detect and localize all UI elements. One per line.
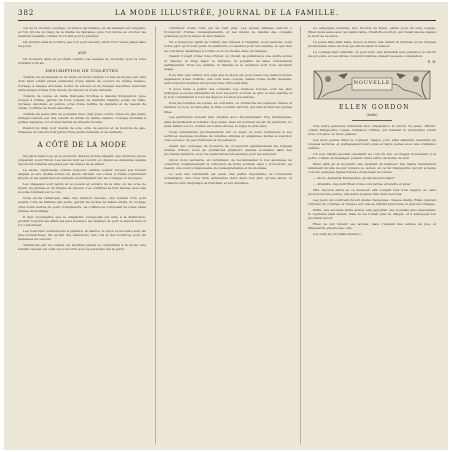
vignette-label: NOUVELLE	[353, 80, 391, 87]
paragraph: Ellen pâlit en la recevant; elle devinait un malheur. Ses mains tremblaient tellement qu'elle ne put rompre le cachet, et ce fut Marguerite qui lut à haute voix les quelques lignes tracées d'une main inconnue.	[308, 162, 436, 175]
column-right	[308, 26, 436, 444]
paragraph: Nous avons remarqué, dans une réunion récente, une toilette d'un goût exquis: robe de taffetas gris perle, garnie de ruches de même étoffe, et corsage orné d'une berthe de point d'Angleterre. La coiffure se composait de roses pâles mêlées de feuillage.	[18, 196, 146, 213]
paragraph: On obtient ainsi la bordure que l'on peut ensuite orner d'un ruban passé dans les jours.	[18, 40, 146, 49]
paragraph: Toilette de promenade et de visite en moiré grenat. Le bas de la jupe est orné d'un haut volant plissé surmonté d'une bande de velours de même nuance. Corsage à basque arrondie, bordé de velours et de franges assorties; manches demi-larges ornées d'un revers de velours et d'une dentelle.	[18, 75, 146, 92]
nouvelle-vignette	[308, 67, 436, 103]
paragraph: Toilette de jeune fille en popeline bleu clair. Jupe courte ornée de plis plats; tunique relevée par des nœuds de ruban de même nuance. Corsage montant à petites basques; col et manchettes de lingerie brodée.	[18, 112, 146, 125]
paragraph: Les jours qui suivirent furent pleins d'angoisse; chaque matin, Ellen guettait l'arrivée du courrier, et chaque soir elle se retirait plus triste et plus découragée.	[308, 197, 436, 207]
paragraph: Ellen ne put retenir ses larmes; mais c'étaient des larmes de joie, et Marguerite pleura avec elle.	[308, 222, 436, 231]
paragraph: Quand il s'agit d'une robe d'hiver, on choisit de préférence une étoffe solide et chaude; le drap léger, le mérinos, la popeline de laine conviennent parfaitement. Pour les enfants, la flanelle et le molleton sont d'un excellent usage.	[164, 54, 292, 72]
chronicle-heading: A CÔTÉ DE LA MODE	[37, 140, 127, 149]
signature: E. R.	[427, 60, 436, 65]
page-header	[18, 8, 436, 20]
paragraph: Il ne faut pas oublier non plus que la façon est pour beaucoup dans la bonne apparence d'une toilette; une robe bien coupée, même d'une étoffe modeste, aura toujours meilleur air qu'une robe riche mal faite.	[164, 72, 292, 86]
paragraph: Nous reviendrons prochainement sur ce sujet, et nous donnerons à nos lectrices quelques modèles de toilettes simples et élégantes, faciles à exécuter chez soi avec un peu d'adresse et de patience.	[164, 129, 292, 143]
paragraph: Qu'on nous permette, en terminant, de recommander à nos abonnées de conserver soigneusement la collection de notre journal; elles y trouveront, au besoin, une source inépuisable de renseignements et de modèles.	[164, 158, 292, 171]
header-rule	[18, 20, 436, 21]
paragraph: On a beaucoup parlé de l'utilité des travaux à l'aiguille; nous pensons, pour notre part, qu'il n'est point de meilleure occupation pour une femme, et que rien ne contribue davantage à l'ordre et à l'économie dans un ménage.	[164, 40, 292, 53]
paragraph: Le soin des vêtements est aussi une partie importante de l'économie domestique: une robe bien entretenue dure deux fois plus qu'une autre, et conserve plus longtemps sa fraîcheur et son élégance.	[164, 172, 292, 185]
paragraph: Il faut reconnaître que la simplicité, lorsqu'elle est unie à la distinction, produit toujours les effets les plus heureux; les femmes de goût le savent bien et s'y conforment.	[18, 214, 146, 228]
column-divider	[300, 26, 301, 444]
newspaper-page	[4, 2, 448, 450]
section-heading: DESCRIPTION DE TOILETTES	[45, 68, 119, 74]
title-rule	[352, 120, 392, 121]
paragraph: Enfin, une seconde lettre arriva; elle apportait une nouvelle plus rassurante: le capitaine était blessé, mais sa vie n'était plus en danger, et il annonçait son prochain retour.	[308, 207, 436, 221]
paragraph: Le courage faut réfléchir, on peut tout; elle attendait avec patience le retour de son père, et ses lettres, toujours tendres, étaient sa seule consolation.	[308, 50, 436, 59]
paragraph: Les fourrures commencent à paraître: la martre, le vison et la loutre sont les plus recherchées. On en fait des manchons, des cols et des bordures pour les manteaux de velours.	[18, 228, 146, 242]
running-title: LA MODE ILLUSTRÉE, JOURNAL DE LA FAMILLE.	[114, 9, 340, 17]
paragraph: ces de le crochet, ouvrage, on relève les mailles, en les laissant sur l'aiguille, et l'on tricote un rang de la maille de fantaisie, puis l'on ferme au crochet les maillons restants comme on l'a fait pour le premier.	[18, 26, 146, 39]
paragraph: Les garnitures doivent être choisies avec discernement; trop nombreuses, elles alourdissent la toilette; trop rares, elles lui donnent un air de pauvreté. Le juste milieu est ici, comme en toutes choses, la règle la plus sûre.	[164, 115, 292, 128]
paragraph: — Alors, demanda Marguerite, qu'allons-nous faire?	[313, 176, 395, 181]
paragraph: La jeune fille était belle, douce et fière; elle aimait la solitude et les longues promenades dans les bois qui entouraient le manoir.	[308, 40, 436, 49]
avis-heading: AVIS	[78, 50, 86, 55]
paragraph: Les chapeaux sont petits et se posent en arrière de la tête; on les orne de fleurs, de plumes et de rubans de velours. Les coiffures se font hautes, avec des boucles tombant sur le cou.	[18, 182, 146, 195]
paragraph: Un soir, tandis qu'elles causaient au coin du feu, on frappa doucement à la porte. C'était un messager porteur d'une lettre cachetée de noir.	[308, 152, 436, 161]
paragraph: Paletot de drap noir doublé de soie, orné de galons et de boutons de jais. Chapeau de velours noir garni d'une plume blanche et de dentelle.	[18, 126, 146, 135]
paragraph: Quant aux ouvrages de broderie, ils occuperont agréablement les longues soirées d'hiver; nous en publierons plusieurs dessins nouveaux dans nos prochains numéros, avec les explications nécessaires pour les exécuter.	[164, 143, 292, 157]
column-divider	[155, 26, 156, 444]
column-left	[18, 26, 146, 444]
column-middle	[164, 26, 292, 444]
paragraph: Terminons par un conseil: ne sacrifiez jamais le confortable à la mode; une toilette réussie est celle qui s'accorde avec la personne qui la porte.	[18, 243, 146, 252]
paragraph: (La suite au prochain numéro.)	[313, 232, 362, 237]
novel-title: ELLEN GORDON	[338, 104, 411, 112]
paragraph: On parle beaucoup en ce moment, dans le monde élégant, des réunions qui se préparent pour l'hiver. Les salons vont se rouvrir, et chacun se demande quelles seront les toilettes adoptées par les reines de la saison.	[18, 153, 146, 167]
paragraph: l'intérieur d'une robe qui ne l'est plus. Les jeunes femmes surtout y trouveront d'utiles renseignements, et les mères de famille des conseils pratiques pour la tenue de leur maison.	[164, 26, 292, 39]
novel-subtitle: (Suite)	[366, 113, 378, 118]
paragraph: Mrs. Gordon entra en ce moment; elle comprit tout d'un regard, et, sans prononcer une parole, elle serra la jeune fille dans ses bras.	[308, 187, 436, 197]
page-number: 382	[18, 9, 35, 17]
paragraph: Toilette de soirée en faille française brochée à dessins Pompadour. Jupe longue à traîne, garnie de trois volants de dentelle blanche posés en biais. Corsage décolleté en pointe, orné d'une berthe de dentelle et de nœuds de ruban. Coiffure de fleurs assorties.	[18, 93, 146, 111]
paragraph: Il nous reste à parler des couleurs. Les nuances foncées sont les plus pratiques pour les vêtements de tous les jours; le brun, le gris, le bleu marine et le noir conviennent à tous les âges et à toutes les saisons.	[164, 87, 292, 100]
avis-text: On trouvera dans le prochain numéro les dessins de broderie pour la robe d'enfant d'un an.	[18, 56, 146, 66]
paragraph: Pour les toilettes de soirée, au contraire, on recherche les nuances claires et tendres: le rose, le bleu pâle, le lilas, le blanc surtout, qui sied si bien aux jeunes filles.	[164, 101, 292, 114]
paragraph: Une autre personne attendait avec impatience le retour du jeune officier: c'était Marguerite, l'amie d'enfance d'Ellen, qui habitait le presbytère voisin avec son père, le vieux pasteur.	[308, 123, 436, 137]
paragraph: Les deux jeunes filles se voyaient chaque jour; elles faisaient ensemble de longues lectures, et partageaient leurs joies et leurs peines avec une confiance entière.	[308, 137, 436, 151]
paragraph: La mode, capricieuse comme toujours, semble vouloir revenir aux formes amples et aux étoffes riches du siècle dernier. Les robes à traîne reprennent faveur, et les garnitures de dentelle se multiplient sur les corsages et les jupes.	[18, 167, 146, 181]
paragraph: La campagne achevée, Guy Gordon en fanes, partie pour un long voyage. Ellen resta seule avec sa vieille tante, Charlotte Gordon, qui l'avait élevée depuis la mort de sa mère.	[308, 26, 436, 39]
paragraph: — Attendre, répondit Ellen d'une voix ferme; attendre et prier.	[313, 182, 412, 187]
